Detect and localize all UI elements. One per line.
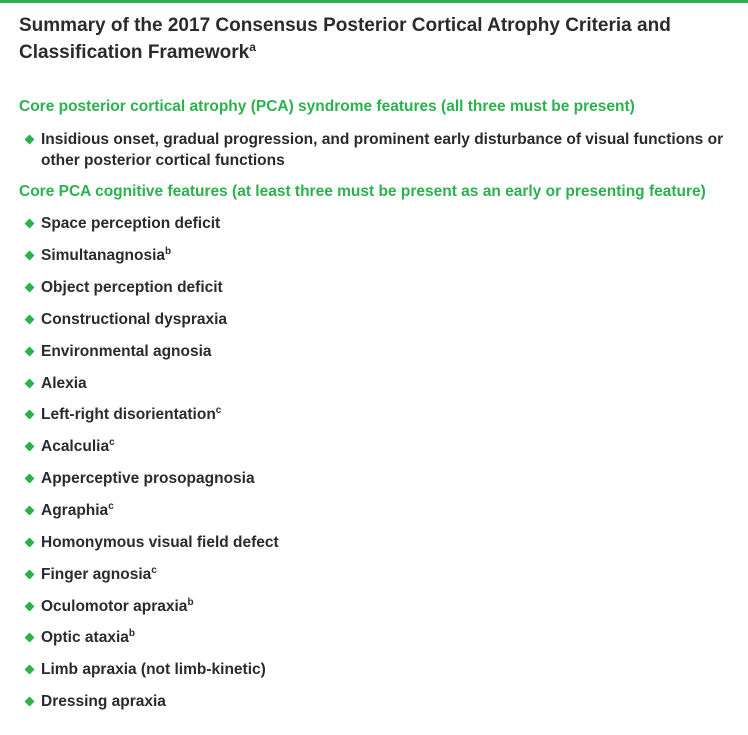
- section-heading-core-syndrome: Core posterior cortical atrophy (PCA) syndrome features (all three must be present): [19, 98, 635, 115]
- diamond-bullet-icon: [24, 473, 35, 484]
- list-item-text: Agraphia$^c$: [41, 501, 114, 519]
- list-item-text: Limb apraxia (not limb-kinetic): [41, 661, 266, 678]
- top-accent-rule: [0, 0, 748, 3]
- diamond-bullet-icon: [24, 601, 35, 612]
- diamond-bullet-icon: [24, 346, 35, 357]
- diamond-bullet-icon: [24, 696, 35, 707]
- diamond-bullet-icon: [24, 569, 35, 580]
- diamond-bullet-icon: [24, 282, 35, 293]
- list-item-text: Space perception deficit: [41, 215, 221, 232]
- list-item-text: Simultanagnosia$^b$: [41, 246, 172, 264]
- list-item-text: Finger agnosia$^c$: [41, 565, 157, 583]
- list-item: [24, 373, 736, 394]
- list-item: [24, 277, 736, 298]
- diamond-bullet-icon: [24, 632, 35, 643]
- list-item-text: Alexia: [41, 375, 87, 392]
- diamond-bullet-icon: [24, 378, 35, 389]
- list-item-text: Oculomotor apraxia$^b$: [41, 597, 194, 615]
- diamond-bullet-icon: [24, 537, 35, 548]
- list-item: [24, 691, 736, 712]
- list-item: [24, 627, 736, 648]
- list-item: [24, 309, 736, 330]
- list-item-text: Apperceptive prosopagnosia: [41, 470, 255, 487]
- list-item: [24, 532, 736, 553]
- list-item: [24, 245, 736, 266]
- list-item: [24, 500, 736, 521]
- list-item-text: Acalculia$^c$: [41, 437, 115, 455]
- list-item: [24, 129, 736, 171]
- document-title: [19, 12, 739, 66]
- diamond-bullet-icon: [24, 409, 35, 420]
- list-item: [24, 468, 736, 489]
- list-item-text: Left-right disorientation$^c$: [41, 405, 222, 423]
- diamond-bullet-icon: [24, 441, 35, 452]
- list-item: [24, 404, 736, 425]
- list-item: [24, 596, 736, 617]
- diamond-bullet-icon: [24, 505, 35, 516]
- section-heading-cognitive-features: Core PCA cognitive features (at least three must be present as an early or presenting feature): [19, 183, 706, 200]
- list-item: [24, 341, 736, 362]
- list-item: [24, 213, 736, 234]
- list-item-text: Constructional dyspraxia: [41, 311, 228, 328]
- diamond-bullet-icon: [24, 218, 35, 229]
- list-item-text: Insidious onset, gradual progression, and prominent early disturbance of visual functions or other posterior cortical functions: [41, 131, 724, 169]
- list-item: [24, 436, 736, 457]
- list-item-text: Dressing apraxia: [41, 693, 166, 710]
- title-footnote-marker: a: [249, 40, 256, 54]
- list-item-text: Homonymous visual field defect: [41, 534, 279, 551]
- list-item: [24, 659, 736, 680]
- list-item-text: Object perception deficit: [41, 279, 223, 296]
- list-item-text: Optic ataxia$^b$: [41, 628, 135, 646]
- diamond-bullet-icon: [24, 250, 35, 261]
- diamond-bullet-icon: [24, 134, 35, 145]
- diamond-bullet-icon: [24, 314, 35, 325]
- list-item-text: Environmental agnosia: [41, 343, 212, 360]
- title-text: Summary of the 2017 Consensus Posterior Cortical Atrophy Criteria and Classification Framework: [19, 15, 671, 63]
- diamond-bullet-icon: [24, 664, 35, 675]
- list-item: [24, 564, 736, 585]
